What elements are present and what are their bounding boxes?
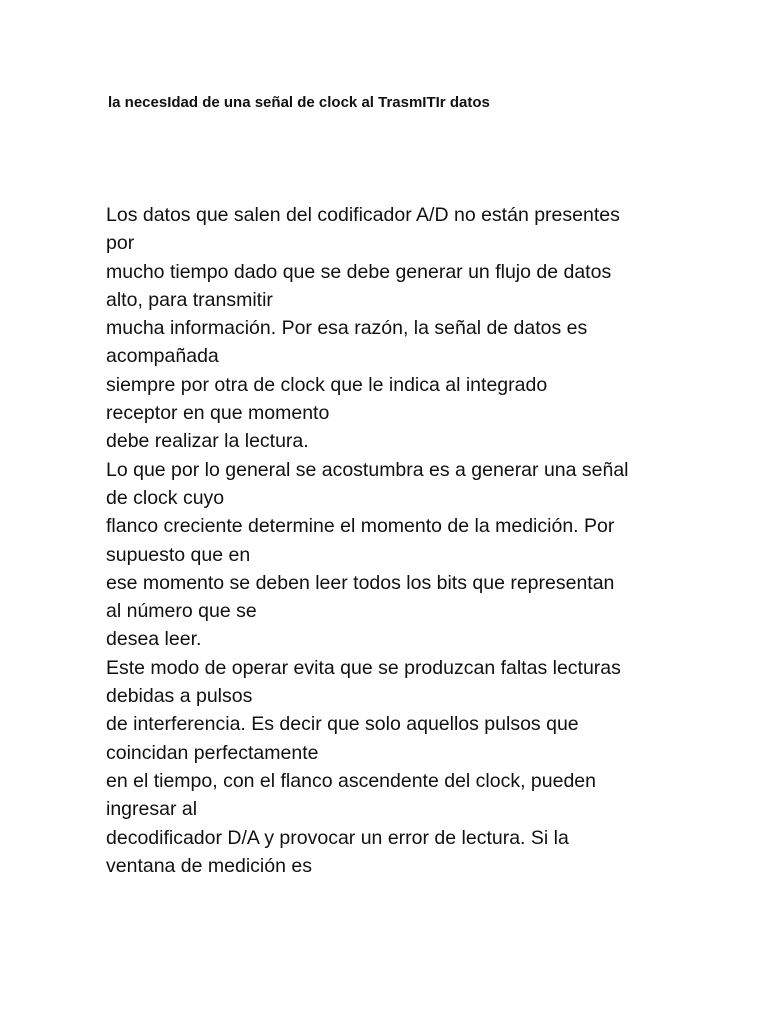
- body-line: debidas a pulsos: [106, 685, 253, 708]
- body-line: debe realizar la lectura.: [106, 430, 309, 453]
- document-title: la necesIdad de una señal de clock al TrasmITIr datos: [108, 94, 490, 111]
- body-line: ventana de medición es: [106, 854, 312, 877]
- document-body: [106, 201, 746, 880]
- body-line: Lo que por lo general se acostumbra es a generar una señal: [106, 458, 629, 481]
- body-line: al número que se: [106, 600, 257, 623]
- body-line: mucho tiempo dado que se debe generar un flujo de datos: [106, 260, 612, 283]
- body-line: ingresar al: [106, 798, 198, 821]
- body-line: siempre por otra de clock que le indica al integrado: [106, 373, 548, 396]
- body-line: decodificador D/A y provocar un error de lectura. Si la: [106, 826, 569, 849]
- body-line: alto, para transmitir: [106, 288, 273, 311]
- body-line: de interferencia. Es decir que solo aquellos pulsos que: [106, 713, 579, 736]
- body-line: Este modo de operar evita que se produzcan faltas lecturas: [106, 656, 621, 679]
- body-line: acompañada: [106, 345, 219, 368]
- body-line: de clock cuyo: [106, 486, 225, 509]
- body-line: mucha información. Por esa razón, la señal de datos es: [106, 317, 588, 340]
- body-line: Los datos que salen del codificador A/D no están presentes: [106, 204, 620, 226]
- body-line: en el tiempo, con el flanco ascendente del clock, pueden: [106, 769, 596, 792]
- body-line: flanco creciente determine el momento de la medición. Por: [106, 515, 615, 538]
- body-line: receptor en que momento: [106, 402, 330, 425]
- body-line: por: [106, 232, 135, 255]
- body-line: desea leer.: [106, 628, 202, 651]
- body-line: supuesto que en: [106, 543, 251, 566]
- body-line: coincidan perfectamente: [106, 741, 319, 764]
- body-line: ese momento se deben leer todos los bits que representan: [106, 571, 615, 594]
